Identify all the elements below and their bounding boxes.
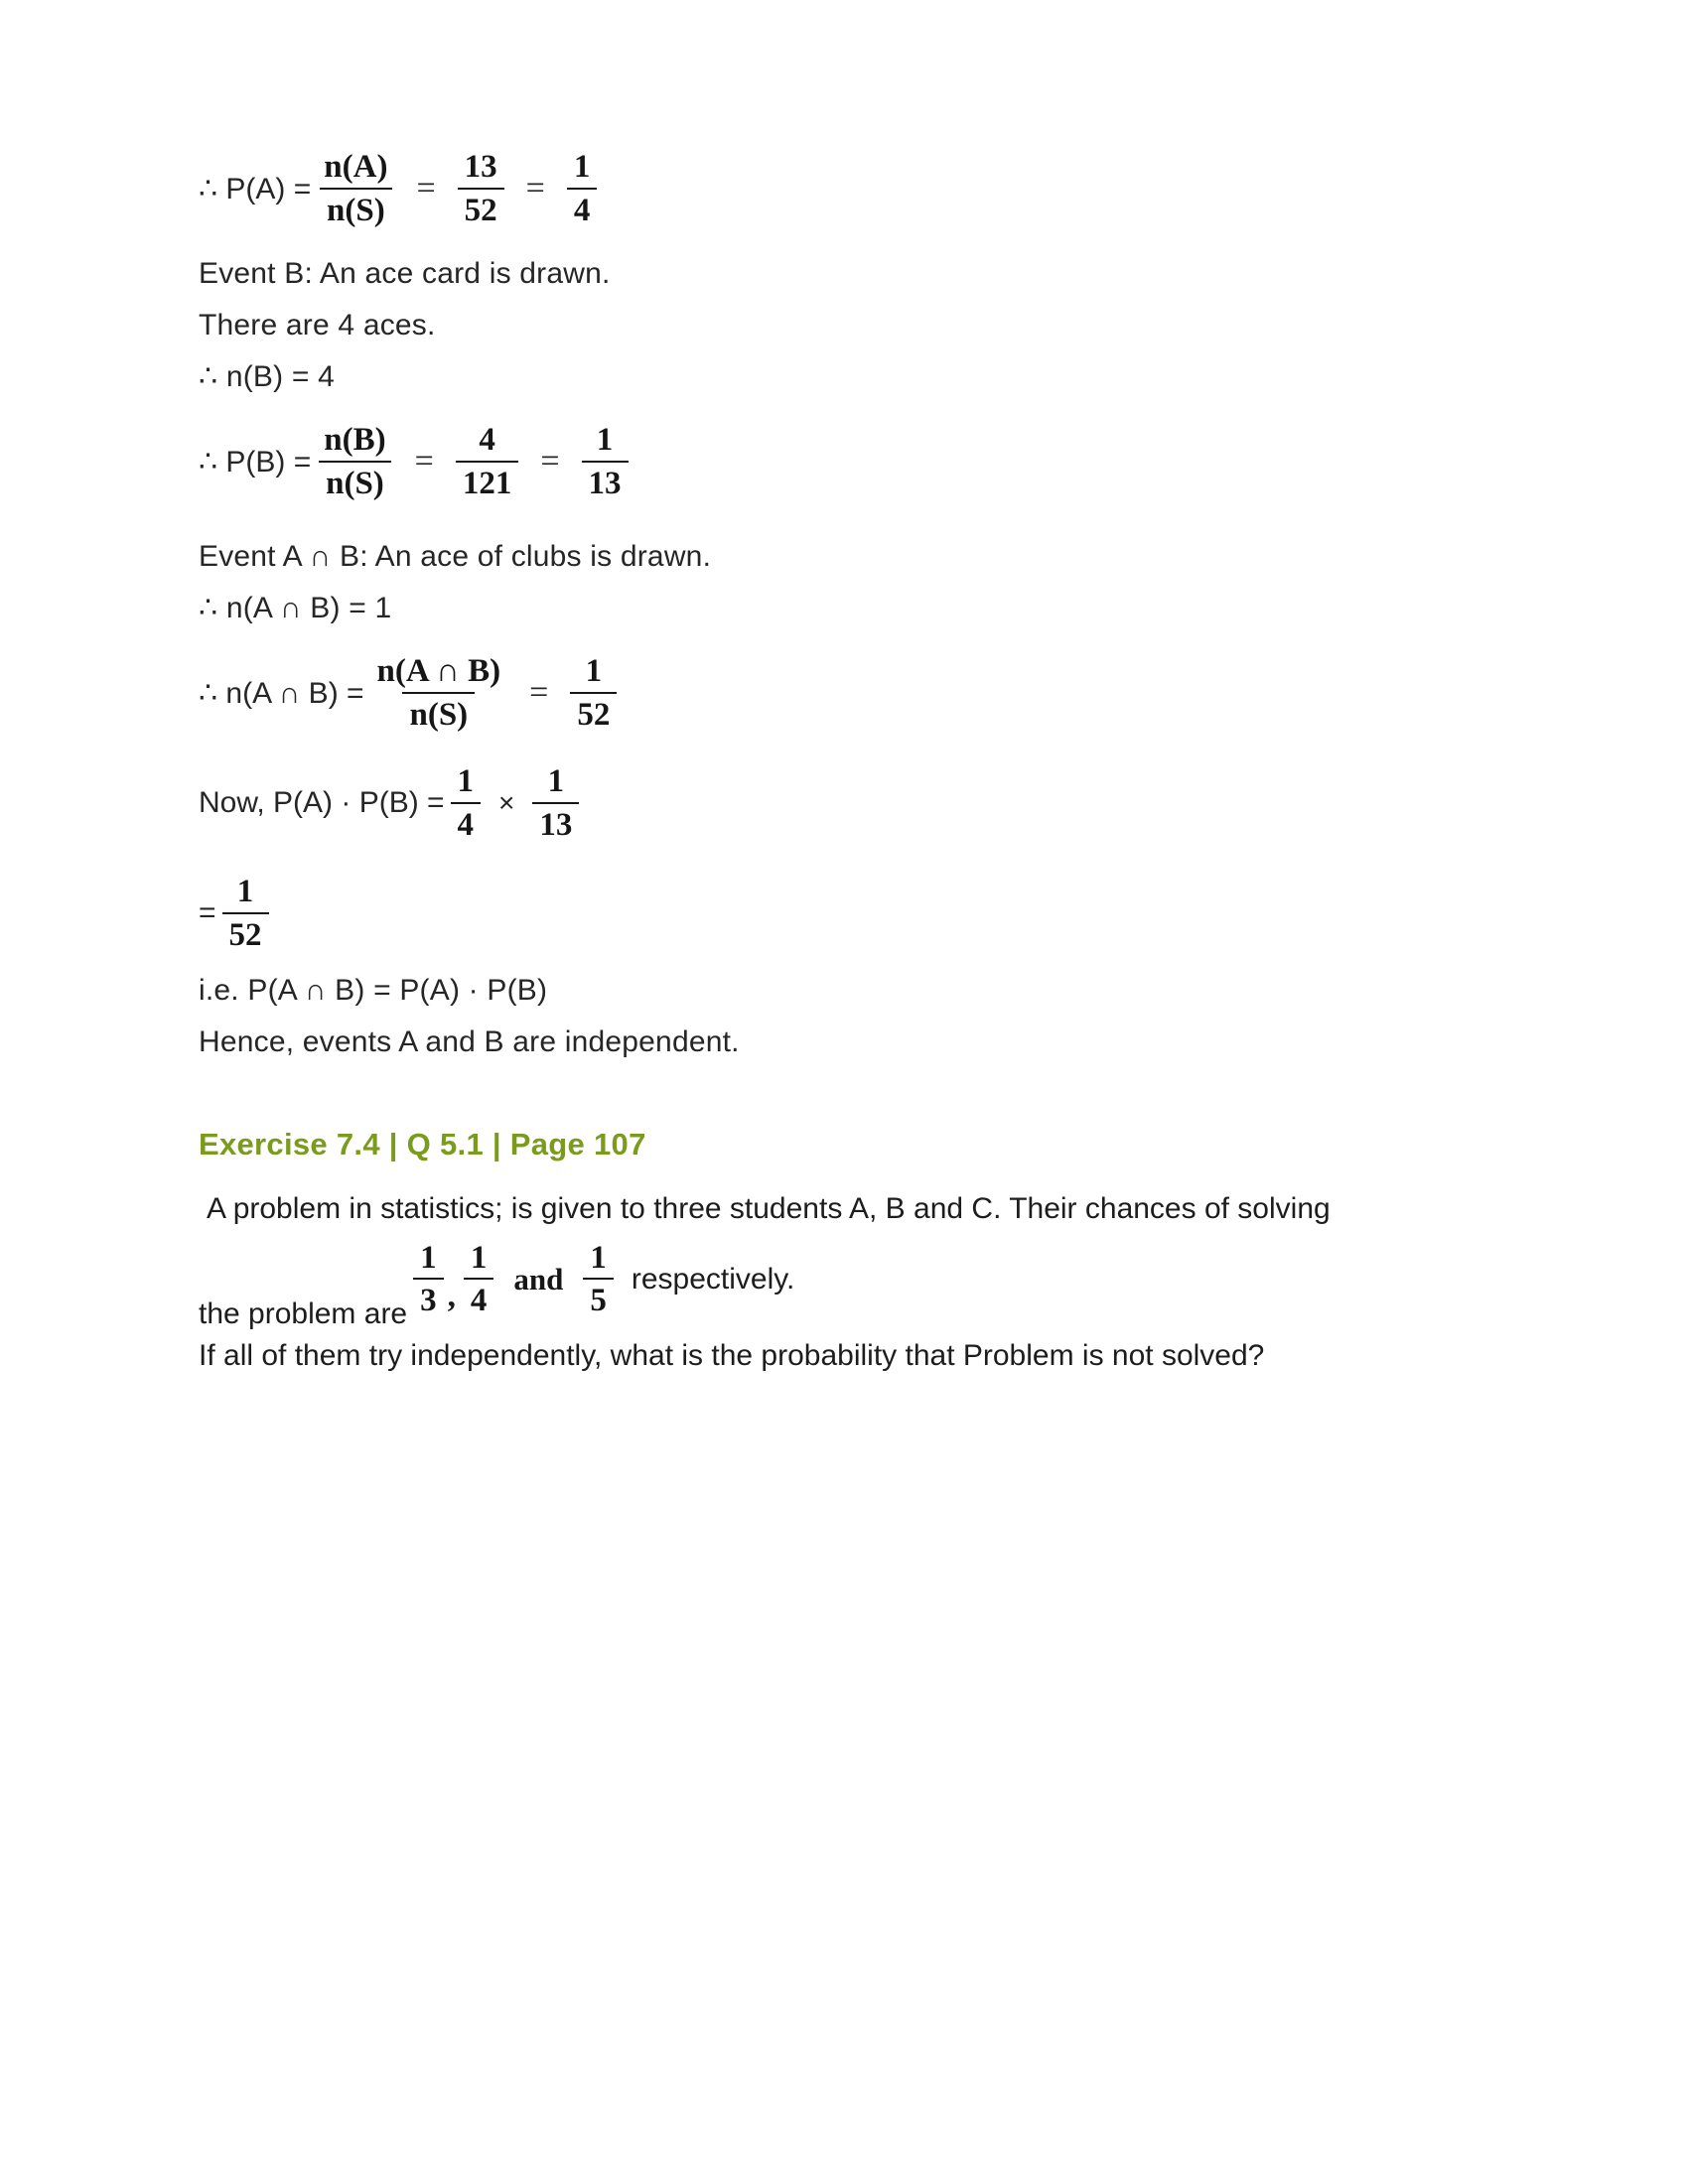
page-content	[199, 149, 1589, 1373]
spacer	[199, 289, 1589, 311]
spacer	[199, 954, 1589, 976]
question-line-2-prefix: the problem are	[199, 1297, 408, 1331]
fraction-nab-ns	[370, 653, 508, 734]
fraction-numerator: 4	[479, 421, 495, 458]
text-hence-independent: Hence, events A and B are independent.	[199, 1024, 740, 1058]
fraction-13-52	[458, 149, 504, 229]
fraction-numerator: 1	[585, 652, 603, 689]
exercise-heading: Exercise 7.4 | Q 5.1 | Page 107	[199, 1126, 646, 1161]
equation-now-label: Now, P(A) · P(B) =	[199, 786, 445, 820]
fraction-na-ns	[317, 149, 394, 229]
fraction-1-3	[413, 1240, 444, 1320]
spacer	[199, 734, 1589, 763]
fraction-denominator: 5	[583, 1278, 614, 1319]
spacer	[199, 229, 1589, 259]
equation-n-a-inter-b	[199, 653, 1589, 734]
question-line-1: A problem in statistics; is given to three students A, B and C. Their chances of solving	[207, 1191, 1331, 1225]
fraction-denominator: 4	[464, 1278, 494, 1319]
fraction-denominator: 4	[451, 802, 482, 844]
equation-result-equals: =	[199, 896, 216, 930]
fraction-denominator: n(S)	[320, 188, 392, 229]
text-there-are-4-aces: There are 4 aces.	[199, 308, 436, 341]
fraction-1-4	[451, 763, 482, 844]
fraction-denominator: 52	[570, 692, 617, 734]
fraction-numerator: 1	[573, 149, 591, 185]
equals-sign: =	[529, 674, 549, 712]
fraction-denominator: 13	[582, 461, 629, 502]
text-event-b: Event B: An ace card is drawn.	[199, 256, 611, 290]
fraction-denominator: 4	[567, 188, 598, 229]
fraction-denominator: 52	[458, 188, 504, 229]
equals-sign: =	[540, 443, 560, 480]
text-n-b-equals-4: ∴ n(B) = 4	[199, 359, 335, 393]
fraction-1-52	[570, 653, 617, 734]
fraction-denominator: 52	[222, 912, 269, 954]
equation-p-a	[199, 149, 1589, 229]
spacer	[199, 1226, 1589, 1240]
fraction-nb-ns	[317, 422, 392, 502]
fraction-numerator: 1	[590, 1239, 607, 1276]
fraction-denominator: n(S)	[319, 461, 391, 502]
text-event-a-inter-b: Event A ∩ B: An ace of clubs is drawn.	[199, 539, 712, 573]
question-fraction-group	[407, 1240, 794, 1320]
fraction-numerator: 13	[464, 149, 497, 185]
fraction-denominator: 3	[413, 1278, 444, 1319]
spacer	[199, 572, 1589, 594]
equals-sign: =	[416, 170, 436, 207]
fraction-4-121	[456, 422, 519, 502]
fraction-numerator: 1	[420, 1239, 437, 1276]
fraction-1-4	[567, 149, 598, 229]
text-ie-p-a-inter-b: i.e. P(A ∩ B) = P(A) · P(B)	[199, 973, 548, 1007]
spacer	[199, 392, 1589, 422]
multiplication-sign: ×	[498, 787, 515, 819]
spacer	[199, 623, 1589, 653]
question-fractions-row	[199, 1240, 1589, 1338]
fraction-numerator: 1	[457, 762, 475, 799]
word-respectively: respectively.	[631, 1262, 795, 1296]
fraction-numerator: n(A)	[324, 149, 388, 185]
equals-sign: =	[525, 170, 545, 207]
fraction-numerator: 1	[596, 421, 614, 458]
equation-product-result	[199, 874, 1589, 954]
fraction-numerator: n(A ∩ B)	[376, 652, 501, 689]
text-n-a-inter-b-equals-1: ∴ n(A ∩ B) = 1	[199, 591, 392, 624]
fraction-numerator: n(B)	[324, 421, 386, 458]
fraction-1-4	[464, 1240, 494, 1320]
fraction-denominator: 13	[532, 802, 579, 844]
question-line-3: If all of them try independently, what is the probability that Problem is not solved?	[199, 1339, 1265, 1373]
equation-now-product	[199, 763, 1589, 844]
fraction-numerator: 1	[470, 1239, 488, 1276]
fraction-numerator: 1	[236, 873, 254, 909]
spacer	[199, 502, 1589, 542]
fraction-denominator: 121	[456, 461, 519, 502]
fraction-1-13	[532, 763, 579, 844]
comma-separator: ,	[447, 1279, 456, 1315]
spacer	[199, 1162, 1589, 1192]
word-and: and	[513, 1261, 564, 1297]
fraction-1-5	[583, 1240, 614, 1320]
equation-p-b	[199, 422, 1589, 502]
fraction-numerator: 1	[547, 762, 565, 799]
fraction-1-52	[222, 874, 269, 954]
fraction-denominator: n(S)	[402, 692, 475, 734]
spacer	[199, 1006, 1589, 1027]
spacer	[199, 844, 1589, 874]
spacer	[199, 341, 1589, 362]
equation-n-a-inter-b-label: ∴ n(A ∩ B) =	[199, 676, 364, 710]
fraction-1-13	[582, 422, 629, 502]
spacer	[199, 1057, 1589, 1127]
equation-p-b-label: ∴ P(B) =	[199, 445, 312, 478]
equals-sign: =	[414, 443, 434, 480]
equation-p-a-label: ∴ P(A) =	[199, 172, 312, 205]
